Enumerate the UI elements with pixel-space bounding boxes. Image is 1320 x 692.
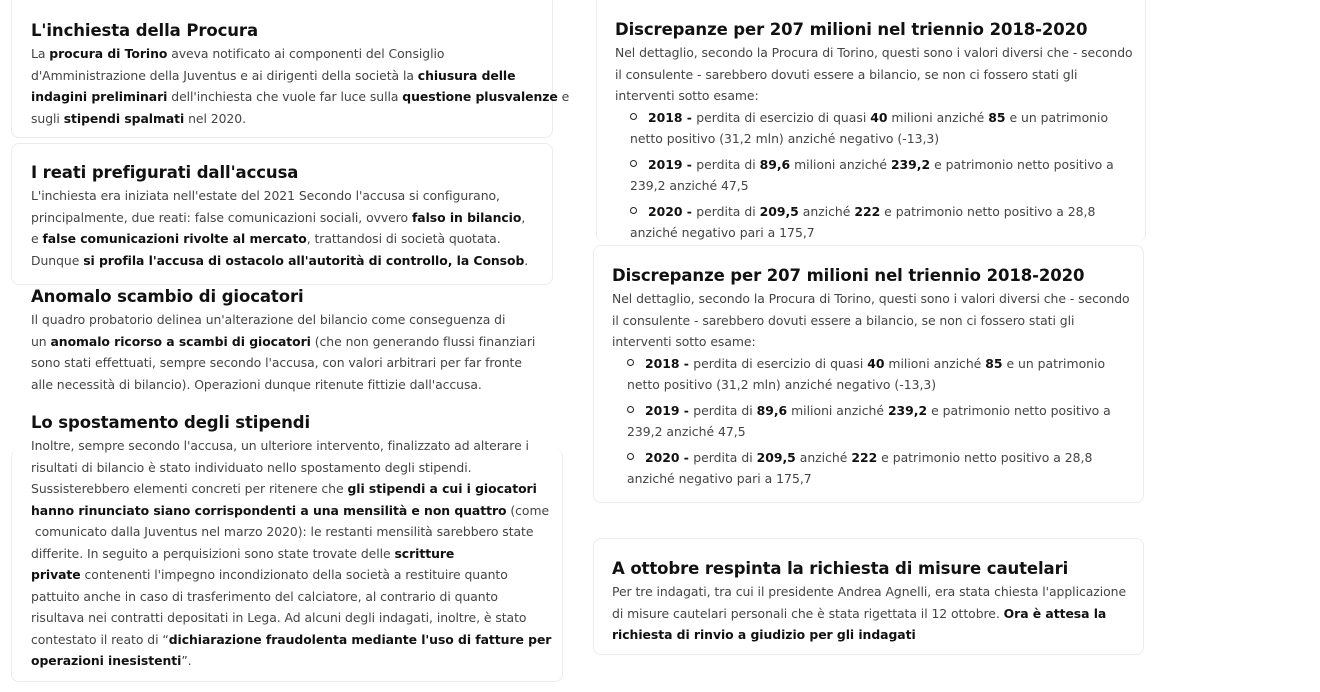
section-title: Lo spostamento degli stipendi bbox=[31, 413, 311, 432]
text-run: aveva notificato ai componenti del Consiglio bbox=[167, 46, 445, 61]
section-title: Anomalo scambio di giocatori bbox=[31, 287, 304, 306]
bold-text: falso in bilancio bbox=[411, 209, 522, 225]
section-misure bbox=[612, 558, 1137, 646]
bold-text: gli stipendi a cui i giocatori bbox=[347, 481, 537, 496]
list-item bbox=[630, 107, 1140, 150]
bullet-icon bbox=[627, 406, 634, 413]
text-line bbox=[31, 374, 551, 396]
bold-text: private bbox=[31, 567, 81, 582]
text-run: e bbox=[31, 231, 43, 246]
text-line bbox=[31, 309, 551, 331]
text-run: . bbox=[524, 252, 529, 268]
bold-text: 40 bbox=[870, 109, 888, 125]
section-discrepanze-2 bbox=[612, 265, 1137, 494]
text-run: e un patrimonio bbox=[1005, 109, 1109, 125]
section-title: A ottobre respinta la richiesta di misure cautelari bbox=[612, 559, 1069, 578]
text-run: Sussisterebbero elementi concreti per ritenere che bbox=[31, 481, 348, 496]
section-body bbox=[31, 435, 556, 672]
bold-text: 209,5 bbox=[759, 203, 799, 219]
bold-text: si profila l'accusa di ostacolo all'autorità di controllo, la Consob bbox=[83, 252, 525, 268]
text-run: perdita di bbox=[696, 156, 760, 172]
section-body bbox=[612, 581, 1137, 646]
text-line bbox=[31, 435, 556, 457]
text-run: Il quadro probatorio delinea un'alterazione del bilancio come conseguenza di bbox=[31, 312, 506, 327]
text-line bbox=[627, 353, 1137, 375]
text-run: anziché bbox=[795, 449, 852, 465]
text-run: , trattandosi di società quotata. bbox=[306, 231, 501, 246]
bold-text: scritture bbox=[394, 545, 455, 561]
text-line bbox=[31, 586, 556, 608]
text-line bbox=[31, 607, 556, 629]
section-title: Discrepanze per 207 milioni nel triennio 2018-2020 bbox=[615, 20, 1088, 39]
bold-text: 239,2 bbox=[887, 402, 928, 418]
text-line bbox=[630, 128, 1140, 150]
text-run: sono stati effettuati, sempre secondo l'accusa, con valori arbitrari per far fronte bbox=[31, 355, 522, 370]
discrepancy-list bbox=[630, 107, 1140, 244]
bold-text: dichiarazione fraudolenta mediante l'uso di fatture per bbox=[168, 631, 552, 647]
bold-text: 239,2 bbox=[890, 156, 931, 172]
bold-text: 2020 - bbox=[648, 203, 697, 219]
text-run: 239,2 anziché 47,5 bbox=[630, 178, 749, 193]
text-run: sugli bbox=[31, 110, 64, 126]
text-run: anziché negativo pari a 175,7 bbox=[627, 471, 812, 486]
text-run: anziché negativo pari a 175,7 bbox=[630, 225, 815, 240]
bullet-icon bbox=[630, 207, 637, 214]
text-run: perdita di bbox=[696, 203, 760, 219]
text-run: contestato il reato di “ bbox=[31, 631, 169, 647]
text-run: 239,2 anziché 47,5 bbox=[627, 424, 746, 439]
bold-text: 85 bbox=[988, 109, 1006, 125]
bullet-icon bbox=[630, 160, 637, 167]
list-item bbox=[630, 154, 1140, 197]
bold-text: 222 bbox=[854, 203, 881, 219]
text-run: e patrimonio netto positivo a bbox=[930, 156, 1114, 172]
text-line bbox=[627, 468, 1137, 490]
text-line bbox=[612, 581, 1137, 603]
text-run: perdita di esercizio di quasi bbox=[693, 355, 868, 371]
text-line: interventi sotto esame: bbox=[612, 334, 756, 349]
section-title: Discrepanze per 207 milioni nel triennio 2018-2020 bbox=[612, 266, 1085, 285]
text-line bbox=[627, 421, 1137, 443]
text-run: anziché bbox=[798, 203, 855, 219]
text-run: Inoltre, sempre secondo l'accusa, un ulteriore intervento, finalizzato ad alterare i bbox=[31, 438, 529, 453]
text-line bbox=[31, 86, 570, 108]
text-run: L'inchiesta era iniziata nell'estate del 2021 Secondo l'accusa si configurano, bbox=[31, 188, 500, 203]
bold-text: chiusura delle bbox=[417, 67, 516, 83]
text-run: e patrimonio netto positivo a 28,8 bbox=[880, 203, 1096, 219]
text-line bbox=[627, 447, 1137, 469]
bold-text: 2018 - bbox=[645, 355, 694, 371]
list-item bbox=[627, 353, 1137, 396]
text-line bbox=[31, 457, 556, 479]
text-line bbox=[31, 65, 551, 87]
bold-text: 40 bbox=[867, 355, 885, 371]
text-run: comunicato dalla Juventus nel marzo 2020): le restanti mensilità sarebbero state bbox=[31, 524, 534, 539]
text-line bbox=[31, 108, 551, 130]
text-line bbox=[630, 154, 1140, 176]
text-line bbox=[627, 374, 1137, 396]
text-run: differite. In seguito a perquisizioni sono state trovate delle bbox=[31, 545, 395, 561]
text-run: netto positivo (31,2 mln) anziché negativo (-13,3) bbox=[627, 377, 937, 392]
text-run: e patrimonio netto positivo a 28,8 bbox=[877, 449, 1093, 465]
section-reati bbox=[31, 162, 551, 271]
bold-text: operazioni inesistenti bbox=[31, 653, 182, 668]
text-line: Nel dettaglio, secondo la Procura di Torino, questi sono i valori diversi che - secondo bbox=[612, 291, 1130, 306]
text-line bbox=[627, 400, 1137, 422]
section-intro bbox=[615, 42, 1140, 107]
text-run: Per tre indagati, tra cui il presidente Andrea Agnelli, era stata chiesta l'applicazione bbox=[612, 584, 1127, 599]
text-line: il consulente - sarebbero dovuti essere a bilancio, se non ci fossero stati gli bbox=[612, 312, 1075, 328]
bullet-icon bbox=[630, 113, 637, 120]
text-run: e un patrimonio bbox=[1002, 355, 1106, 371]
section-title: I reati prefigurati dall'accusa bbox=[31, 163, 299, 182]
section-procura bbox=[31, 20, 570, 129]
bold-text: 85 bbox=[985, 355, 1003, 371]
bold-text: hanno rinunciato siano corrispondenti a una mensilità e non quattro bbox=[31, 502, 507, 518]
text-run: e bbox=[557, 89, 570, 104]
text-run: risultati di bilancio è stato individuato nello spostamento degli stipendi. bbox=[31, 459, 472, 475]
bold-text: richiesta di rinvio a giudizio per gli indagati bbox=[612, 627, 916, 642]
text-line bbox=[31, 478, 556, 500]
bold-text: 2019 - bbox=[645, 402, 694, 418]
text-line bbox=[31, 629, 556, 651]
text-line: Nel dettaglio, secondo la Procura di Torino, questi sono i valori diversi che - secondo bbox=[615, 45, 1133, 60]
text-run: milioni anziché bbox=[790, 156, 891, 172]
text-run: d'Amministrazione della Juventus e ai dirigenti della società la bbox=[31, 67, 418, 83]
text-run: perdita di bbox=[693, 402, 757, 418]
text-run: perdita di esercizio di quasi bbox=[696, 109, 871, 125]
text-run: netto positivo (31,2 mln) anziché negativo (-13,3) bbox=[630, 131, 940, 146]
text-run: risultava nei contratti depositati in Lega. Ad alcuni degli indagati, inoltre, è stato bbox=[31, 610, 527, 625]
text-line bbox=[31, 185, 551, 207]
list-item bbox=[627, 400, 1137, 443]
text-run: e patrimonio netto positivo a bbox=[927, 402, 1111, 418]
section-intro bbox=[612, 288, 1137, 353]
bold-text: 2020 - bbox=[645, 449, 694, 465]
text-run: , bbox=[521, 209, 526, 225]
text-line bbox=[31, 352, 551, 374]
bold-text: anomalo ricorso a scambi di giocatori bbox=[50, 333, 311, 349]
bold-text: 2018 - bbox=[648, 109, 697, 125]
discrepancy-list bbox=[627, 353, 1137, 490]
text-line bbox=[31, 650, 556, 672]
list-item bbox=[627, 447, 1137, 490]
bold-text: procura di Torino bbox=[49, 46, 168, 61]
text-line bbox=[630, 201, 1140, 223]
text-run: Dunque bbox=[31, 252, 84, 268]
text-run: La bbox=[31, 46, 50, 61]
bullet-icon bbox=[627, 453, 634, 460]
text-run: ”. bbox=[181, 653, 192, 668]
bold-text: stipendi spalmati bbox=[63, 110, 185, 126]
bold-text: false comunicazioni rivolte al mercato bbox=[42, 231, 307, 246]
text-run: milioni anziché bbox=[887, 109, 989, 125]
section-body bbox=[31, 185, 551, 271]
text-line bbox=[612, 603, 1137, 625]
text-run: milioni anziché bbox=[787, 402, 888, 418]
list-item bbox=[630, 201, 1140, 244]
text-line bbox=[31, 228, 551, 250]
section-discrepanze-1 bbox=[615, 19, 1140, 248]
bold-text: 209,5 bbox=[756, 449, 796, 465]
text-line bbox=[31, 521, 556, 543]
text-line bbox=[31, 250, 551, 272]
text-run: alle necessità di bilancio). Operazioni dunque ritenute fittizie dall'accusa. bbox=[31, 376, 482, 392]
text-line: il consulente - sarebbero dovuti essere a bilancio, se non ci fossero stati gli bbox=[615, 66, 1078, 82]
text-line bbox=[31, 43, 551, 65]
text-line bbox=[612, 624, 1137, 646]
text-line bbox=[31, 207, 551, 229]
text-line bbox=[31, 331, 551, 353]
bold-text: Ora è attesa la bbox=[1003, 605, 1107, 621]
section-scambio bbox=[31, 286, 551, 395]
text-run: (come bbox=[506, 502, 550, 518]
section-title: L'inchiesta della Procura bbox=[31, 21, 258, 40]
text-run: perdita di bbox=[693, 449, 757, 465]
text-line bbox=[31, 543, 556, 565]
text-line: interventi sotto esame: bbox=[615, 88, 759, 103]
text-run: principalmente, due reati: false comunicazioni sociali, ovvero bbox=[31, 209, 412, 225]
text-run: di misure cautelari personali che è stata rigettata il 12 ottobre. bbox=[612, 605, 1004, 621]
section-stipendi bbox=[31, 412, 556, 672]
bold-text: 222 bbox=[851, 449, 878, 465]
text-line bbox=[630, 107, 1140, 129]
bold-text: 89,6 bbox=[759, 156, 791, 172]
text-line bbox=[630, 175, 1140, 197]
bold-text: indagini preliminari bbox=[31, 89, 168, 104]
text-run: pattuito anche in caso di trasferimento del calciatore, al contrario di quanto bbox=[31, 588, 498, 604]
text-run: nel 2020. bbox=[184, 110, 246, 126]
section-body bbox=[31, 309, 551, 395]
bold-text: questione plusvalenze bbox=[402, 89, 558, 104]
section-body bbox=[31, 43, 570, 129]
bold-text: 2019 - bbox=[648, 156, 697, 172]
bold-text: 89,6 bbox=[756, 402, 788, 418]
text-line bbox=[31, 564, 556, 586]
text-run: un bbox=[31, 333, 51, 349]
text-run: (che non generando flussi finanziari bbox=[310, 333, 536, 349]
bullet-icon bbox=[627, 359, 634, 366]
text-line bbox=[630, 222, 1140, 244]
text-line bbox=[31, 500, 556, 522]
text-run: contenenti l'impegno incondizionato della società a restituire quanto bbox=[80, 567, 508, 582]
text-run: dell'inchiesta che vuole far luce sulla bbox=[167, 89, 403, 104]
text-run: milioni anziché bbox=[884, 355, 986, 371]
